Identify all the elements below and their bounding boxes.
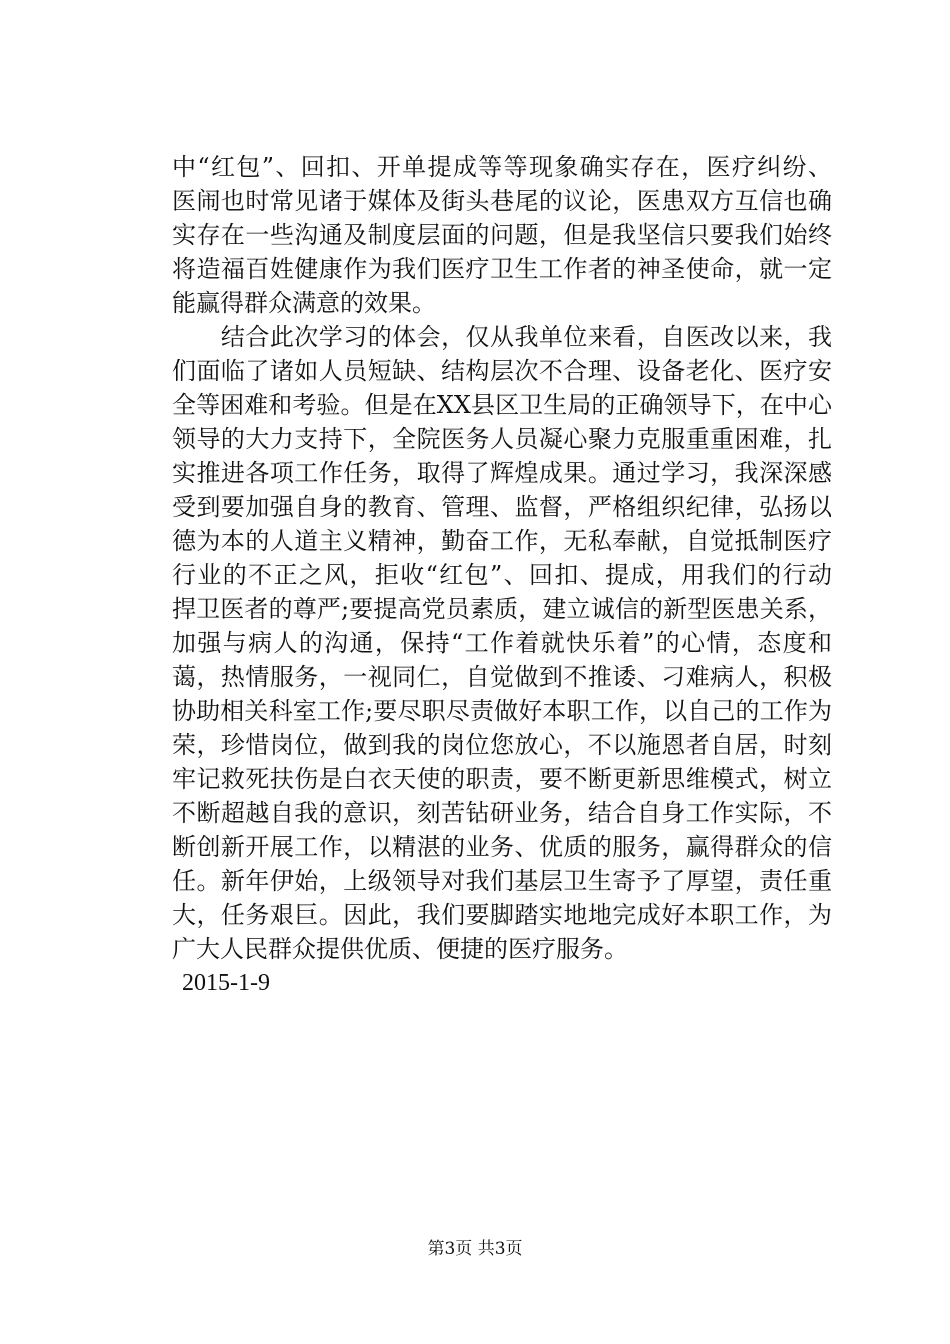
text-line: 协助相关科室工作;要尽职尽责做好本职工作，以自己的工作为 (172, 697, 832, 725)
document-body (172, 150, 832, 1000)
text-line: 德为本的人道主义精神，勤奋工作，无私奉献，自觉抵制医疗 (172, 527, 832, 555)
text-line: 实存在一些沟通及制度层面的问题，但是我坚信只要我们始终 (172, 221, 832, 249)
text-line: 断创新开展工作，以精湛的业务、优质的服务，赢得群众的信 (172, 833, 832, 861)
text-line: 大，任务艰巨。因此，我们要脚踏实地地完成好本职工作，为 (172, 901, 832, 929)
text-line: 捍卫医者的尊严;要提高党员素质，建立诚信的新型医患关系， (172, 595, 832, 623)
text-line: 结合此次学习的体会，仅从我单位来看，自医改以来，我 (172, 323, 832, 351)
document-date: 2015-1-9 (182, 970, 270, 996)
text-line: 实推进各项工作任务，取得了辉煌成果。通过学习，我深深感 (172, 459, 832, 487)
text-line: 行业的不正之风，拒收“红包”、回扣、提成，用我们的行动 (172, 561, 832, 589)
text-line: 广大人民群众提供优质、便捷的医疗服务。 (172, 935, 628, 963)
text-line: 蔼，热情服务，一视同仁，自觉做到不推诿、刁难病人，积极 (172, 663, 832, 691)
page-footer: 第3页 共3页 (427, 1239, 523, 1259)
text-line: 领导的大力支持下，全院医务人员凝心聚力克服重重困难，扎 (172, 425, 832, 453)
text-line: 能赢得群众满意的效果。 (172, 289, 436, 317)
text-line: 任。新年伊始，上级领导对我们基层卫生寄予了厚望，责任重 (172, 867, 832, 895)
text-line: 牢记救死扶伤是白衣天使的职责，要不断更新思维模式，树立 (172, 765, 832, 793)
text-line: 不断超越自我的意识，刻苦钻研业务，结合自身工作实际，不 (172, 799, 832, 827)
text-line: 们面临了诸如人员短缺、结构层次不合理、设备老化、医疗安 (172, 357, 832, 385)
text-line: 中“红包”、回扣、开单提成等等现象确实存在，医疗纠纷、 (172, 153, 832, 181)
text-line: 加强与病人的沟通，保持“工作着就快乐着”的心情，态度和 (172, 629, 832, 657)
text-line: 荣，珍惜岗位，做到我的岗位您放心，不以施恩者自居，时刻 (172, 731, 832, 759)
text-line: 医闹也时常见诸于媒体及街头巷尾的议论，医患双方互信也确 (172, 187, 832, 215)
text-line: 受到要加强自身的教育、管理、监督，严格组织纪律，弘扬以 (172, 493, 832, 521)
text-line: 全等困难和考验。但是在XX县区卫生局的正确领导下，在中心 (172, 391, 832, 419)
text-line: 将造福百姓健康作为我们医疗卫生工作者的神圣使命，就一定 (172, 255, 832, 283)
